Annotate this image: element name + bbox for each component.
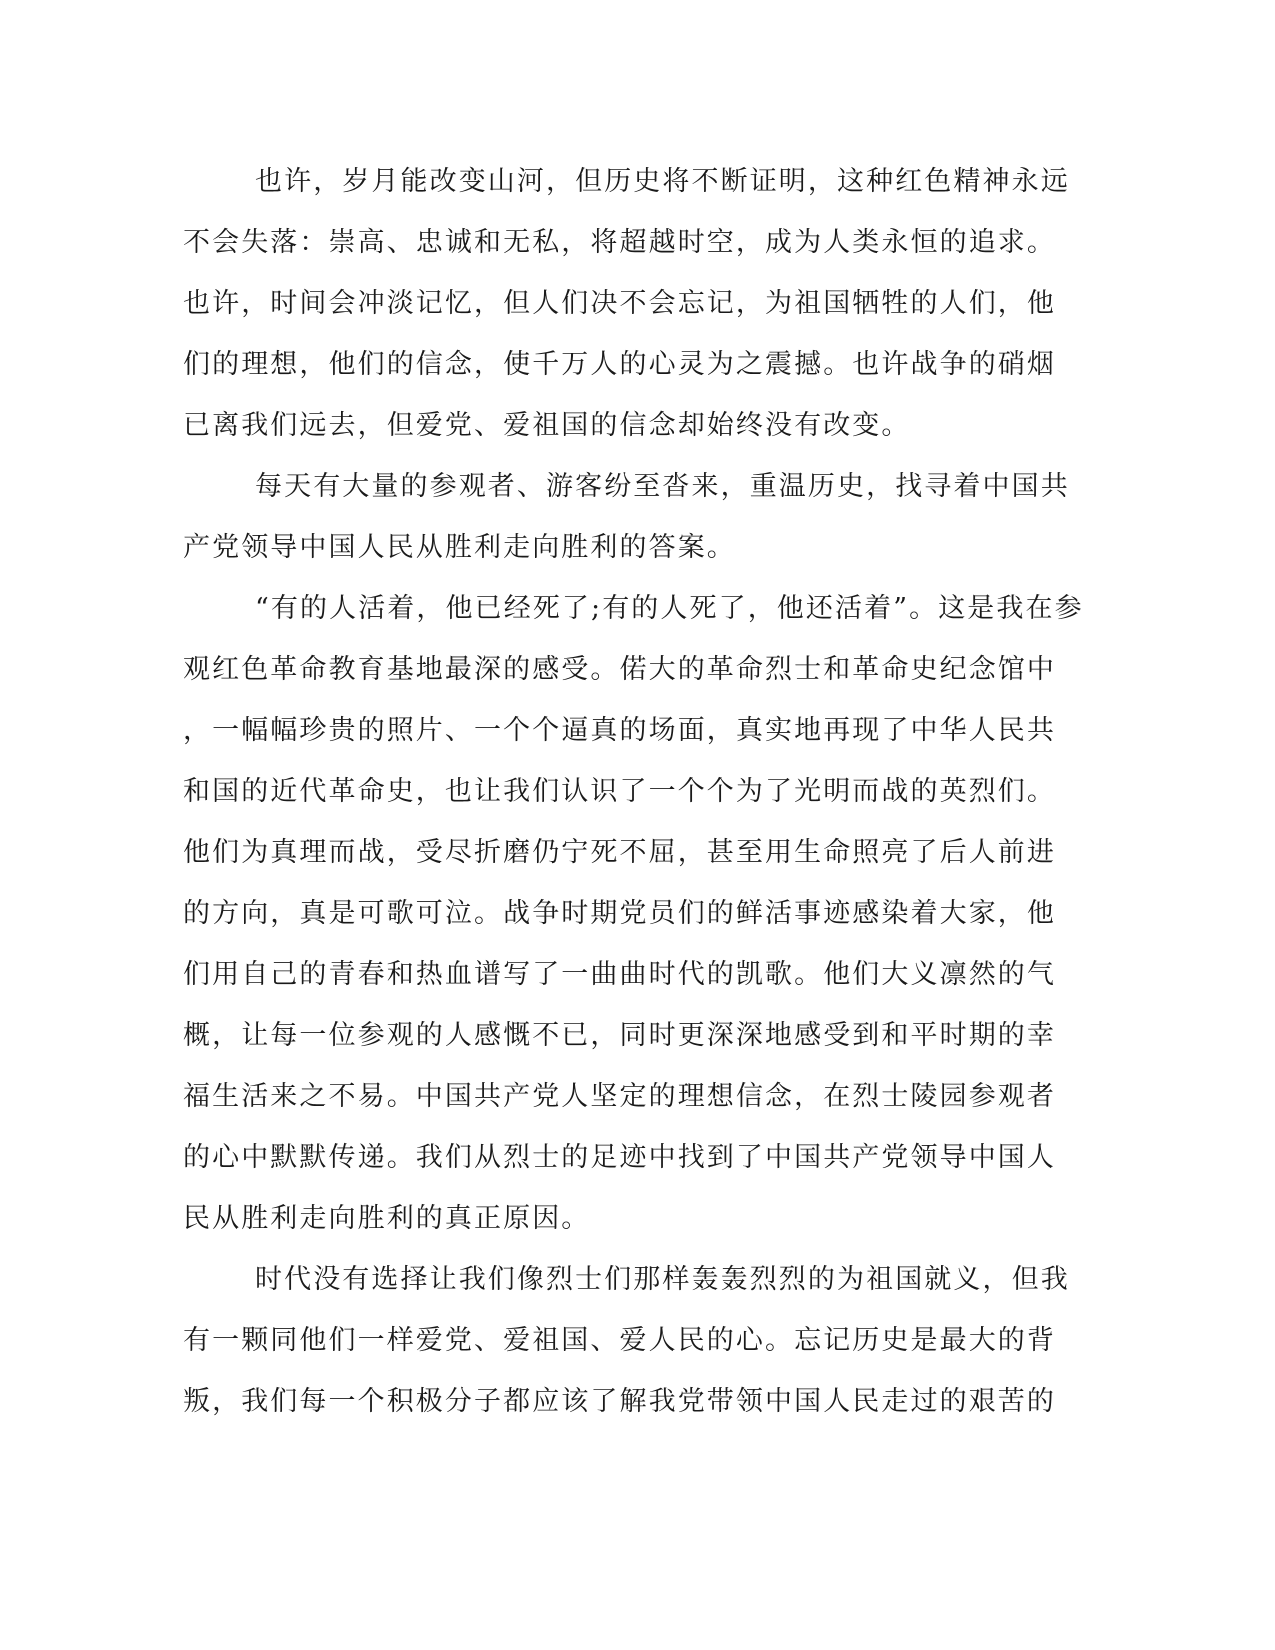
text-line: 产党领导中国人民从胜利走向胜利的答案。 (183, 532, 736, 563)
text-line: 概，让每一位参观的人感慨不已，同时更深深地感受到和平时期的幸 (183, 1020, 1056, 1051)
text-line: 的心中默默传递。我们从烈士的足迹中找到了中国共产党领导中国人 (183, 1142, 1056, 1173)
text-line: 和国的近代革命史，也让我们认识了一个个为了光明而战的英烈们。 (183, 776, 1056, 807)
text-line: “有的人活着，他已经死了;有的人死了，他还活着”。这是我在参 (255, 593, 1084, 624)
text-line: 已离我们远去，但爱党、爱祖国的信念却始终没有改变。 (183, 410, 911, 441)
text-line: 民从胜利走向胜利的真正原因。 (183, 1203, 591, 1234)
text-line: 们的理想，他们的信念，使千万人的心灵为之震撼。也许战争的硝烟 (183, 349, 1056, 380)
text-line: 有一颗同他们一样爱党、爱祖国、爱人民的心。忘记历史是最大的背 (183, 1325, 1056, 1356)
text-line: 福生活来之不易。中国共产党人坚定的理想信念，在烈士陵园参观者 (183, 1081, 1056, 1112)
text-line: 也许，岁月能改变山河，但历史将不断证明，这种红色精神永远 (255, 166, 1070, 197)
text-line: 不会失落：崇高、忠诚和无私，将超越时空，成为人类永恒的追求。 (183, 227, 1056, 258)
text-line: ，一幅幅珍贵的照片、一个个逼真的场面，真实地再现了中华人民共 (183, 715, 1056, 746)
text-line: 他们为真理而战，受尽折磨仍宁死不屈，甚至用生命照亮了后人前进 (183, 837, 1056, 868)
text-line: 们用自己的青春和热血谱写了一曲曲时代的凯歌。他们大义凛然的气 (183, 959, 1056, 990)
text-line: 的方向，真是可歌可泣。战争时期党员们的鲜活事迹感染着大家，他 (183, 898, 1056, 929)
text-line: 叛，我们每一个积极分子都应该了解我党带领中国人民走过的艰苦的 (183, 1386, 1056, 1417)
text-line: 也许，时间会冲淡记忆，但人们决不会忘记，为祖国牺牲的人们，他 (183, 288, 1056, 319)
text-line: 每天有大量的参观者、游客纷至沓来，重温历史，找寻着中国共 (255, 471, 1070, 502)
text-line: 观红色革命教育基地最深的感受。偌大的革命烈士和革命史纪念馆中 (183, 654, 1056, 685)
text-line: 时代没有选择让我们像烈士们那样轰轰烈烈的为祖国就义，但我 (255, 1264, 1070, 1295)
